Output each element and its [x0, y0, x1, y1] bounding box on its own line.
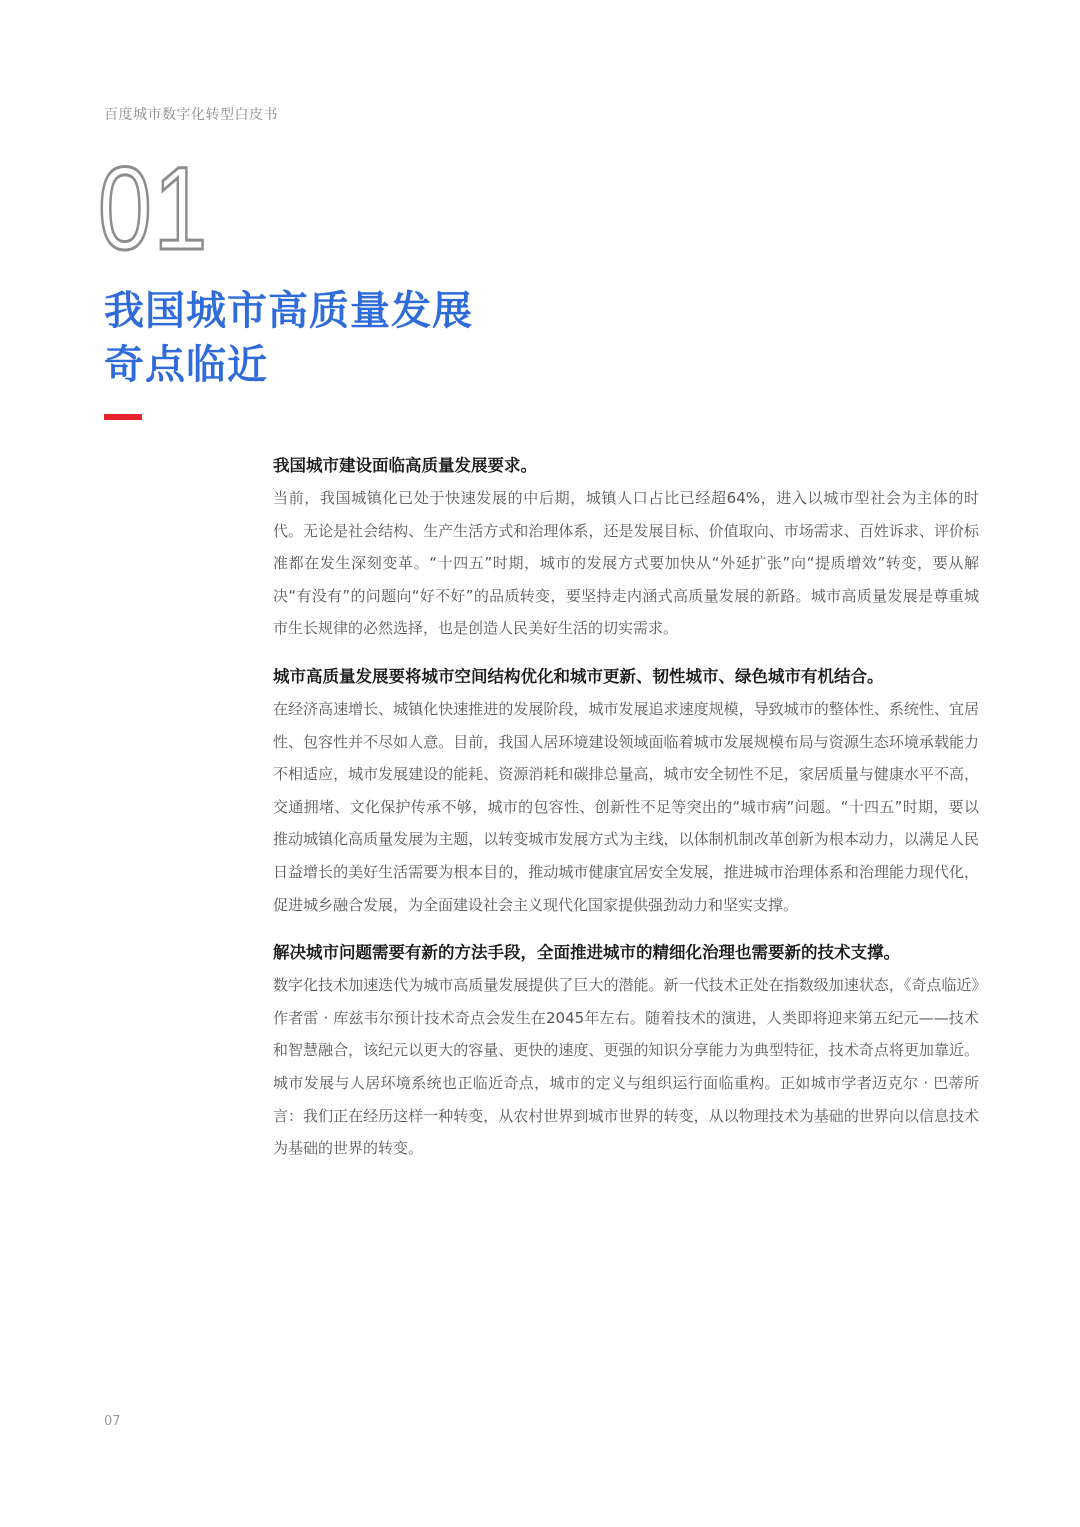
- section-1-heading: 我国城市建设面临高质量发展要求。: [273, 456, 537, 475]
- chapter-number: 01: [98, 143, 209, 275]
- section-3-heading: 解决城市问题需要有新的方法手段，全面推进城市的精细化治理也需要新的技术支撑。: [273, 943, 900, 963]
- page-number: 07: [104, 1414, 121, 1429]
- accent-bar: [104, 414, 142, 420]
- chapter-title: [104, 284, 664, 392]
- section-3-body: 数字化技术加速迭代为城市高质量发展提供了巨大的潜能。新一代技术正处在指数级加速状态，《奇点临近》作者雷 · 库兹韦尔预计技术奇点会发生在2045年左右。随着技术的演进，人类即将迎来第五纪元——技术和智慧融合，该纪元以更大的容量、更快的速度、更强的知识分享能力为典型特征，技术奇点将更加靠近。城市发展与人居环境系统也正临近奇点，城市的定义与组织运行面临重构。正如城市学者迈克尔 · 巴蒂所言：我们正在经历这样一种转变，从农村世界到城市世界的转变，从以物理技术为基础的世界向以信息技术为基础的世界的转变。: [273, 976, 979, 1158]
- section-1-body: 当前，我国城镇化已处于快速发展的中后期，城镇人口占比已经超64%，进入以城市型社会为主体的时代。无论是社会结构、生产生活方式和治理体系，还是发展目标、价值取向、市场需求、百姓诉求、评价标准都在发生深刻变革。“十四五”时期，城市的发展方式要加快从“外延扩张”向“提质增效”转变，要从解决“有没有”的问题向“好不好”的品质转变，要坚持走内涵式高质量发展的新路。城市高质量发展是尊重城市生长规律的必然选择，也是创造人民美好生活的切实需求。: [273, 489, 979, 638]
- main-content: [273, 450, 979, 1181]
- section-2-heading: 城市高质量发展要将城市空间结构优化和城市更新、韧性城市、绿色城市有机结合。: [273, 666, 884, 686]
- section-1: [273, 450, 979, 645]
- document-header-title: 百度城市数字化转型白皮书: [104, 107, 278, 123]
- section-2-body: 在经济高速增长、城镇化快速推进的发展阶段，城市发展追求速度规模，导致城市的整体性、系统性、宜居性、包容性并不尽如人意。目前，我国人居环境建设领域面临着城市发展规模布局与资源生态环境承载能力不相适应，城市发展建设的能耗、资源消耗和碳排总量高，城市安全韧性不足，家居质量与健康水平不高，交通拥堵、文化保护传承不够，城市的包容性、创新性不足等突出的“城市病”问题。“十四五”时期，要以推动城镇化高质量发展为主题，以转变城市发展方式为主线，以体制机制改革创新为根本动力，以满足人民日益增长的美好生活需要为根本目的，推动城市健康宜居安全发展，推进城市治理体系和治理能力现代化，促进城乡融合发展，为全面建设社会主义现代化国家提供强劲动力和坚实支撑。: [273, 699, 979, 914]
- section-3: [273, 937, 979, 1165]
- chapter-title-line-1: 我国城市高质量发展: [104, 288, 473, 334]
- chapter-title-line-2: 奇点临近: [104, 342, 268, 388]
- section-2: [273, 661, 979, 921]
